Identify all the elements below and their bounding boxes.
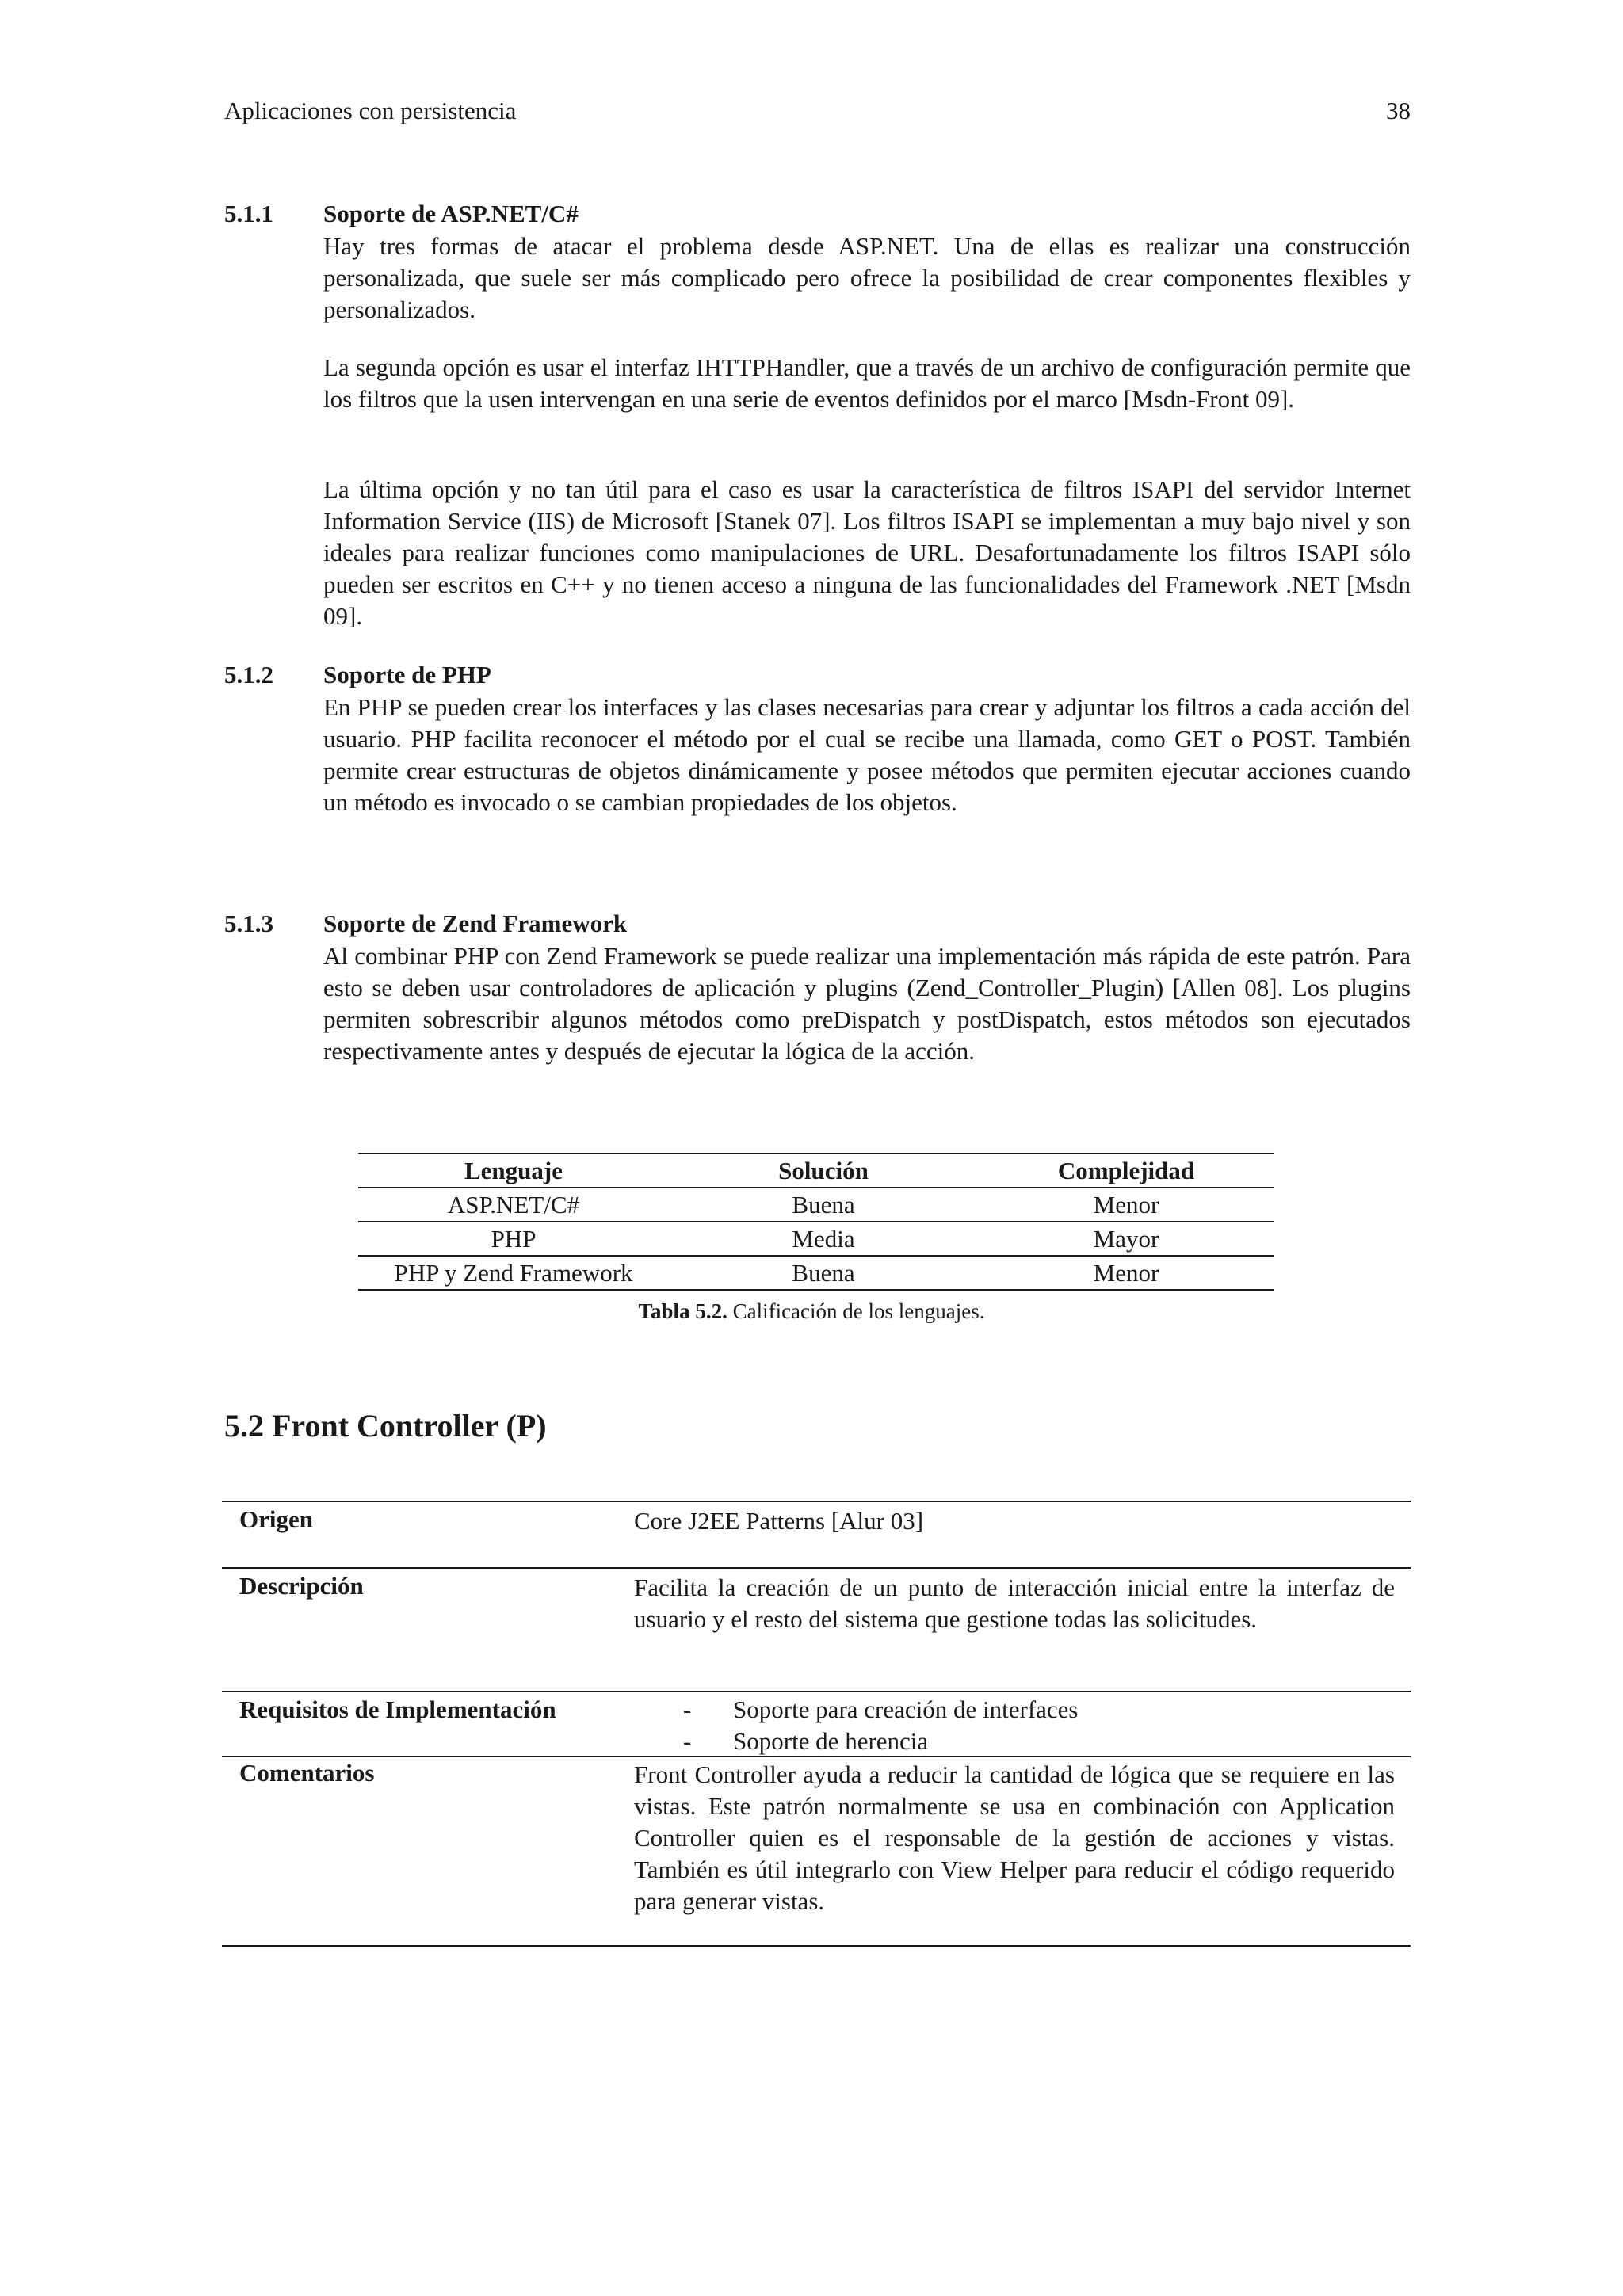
section-title: Soporte de Zend Framework (323, 910, 628, 937)
paragraph-php (323, 692, 1411, 818)
divider (222, 1567, 1411, 1569)
table-cell: PHP y Zend Framework (394, 1259, 633, 1287)
comentarios-label: Comentarios (239, 1759, 375, 1787)
paragraph-text: En PHP se pueden crear los interfaces y las clases necesarias para crear y adjuntar los filtros a cada acción del usuario. PHP facilita reconocer el método por el cual se recibe una llamada, como GET o POST. También permite crear estructuras de objetos dinámicamente y posee métodos que permiten ejecutar acciones cuando un método es invocado o se cambian propiedades de los objetos. (323, 693, 1411, 816)
origen-label: Origen (239, 1505, 313, 1533)
paragraph-isapi (323, 474, 1411, 632)
paragraph (323, 231, 1411, 326)
table-cell: ASP.NET/C# (447, 1191, 580, 1219)
table-row (358, 1188, 1274, 1222)
bullet: - (683, 1727, 692, 1755)
paragraph-text: La segunda opción es usar el interfaz IHTTPHandler, que a través de un archivo de configuración permite que los filtros que la usen intervengan en una serie de eventos definidos por el marco [Msdn-Front 09]. (323, 353, 1411, 413)
running-header-title: Aplicaciones con persistencia (224, 97, 517, 124)
paragraph-text: La última opción y no tan útil para el caso es usar la característica de filtros ISAPI del servidor Internet Information Service (IIS) de Microsoft [Stanek 07]. Los filtros ISAPI se implementan a muy bajo nivel y son ideales para realizar funciones como manipulaciones de URL. Desafortunadamente los filtros ISAPI sólo pueden ser escritos en C++ y no tienen acceso a ninguna de las funcionalidades del Framework .NET [Msdn 09]. (323, 475, 1411, 630)
languages-table (358, 1153, 1274, 1291)
page-number: 38 (1386, 97, 1411, 124)
table-caption (0, 1299, 1623, 1324)
table-cell: Buena (792, 1191, 855, 1219)
table-caption-label: Tabla 5.2. (638, 1299, 727, 1323)
requisito-item: Soporte de herencia (733, 1727, 929, 1755)
divider (222, 1756, 1411, 1757)
section-number: 5.1.3 (224, 910, 273, 937)
paragraph-ihttphandler (323, 352, 1411, 415)
bullet: - (683, 1695, 692, 1723)
section-title: Soporte de ASP.NET/C# (323, 200, 579, 227)
table-header-row (358, 1154, 1274, 1188)
table-cell: Buena (792, 1259, 855, 1287)
requisito-item: Soporte para creación de interfaces (733, 1695, 1079, 1723)
descripcion-value: Facilita la creación de un punto de interacción inicial entre la interfaz de usuario y el resto del sistema que gestione todas las solicitudes. (634, 1573, 1395, 1633)
divider (222, 1945, 1411, 1947)
table-row (358, 1256, 1274, 1290)
section-heading: 5.2 Front Controller (P) (224, 1408, 547, 1444)
column-header: Solución (778, 1157, 869, 1184)
table-cell: Menor (1093, 1259, 1159, 1287)
requisitos-label: Requisitos de Implementación (239, 1695, 556, 1723)
table-cell: Menor (1093, 1191, 1159, 1219)
paragraph-text: Hay tres formas de atacar el problema desde ASP.NET. Una de ellas es realizar una construcción personalizada, que suele ser más complicado pero ofrece la posibilidad de crear componentes flexibles y personalizados. (323, 232, 1411, 323)
comentarios-text: Front Controller ayuda a reducir la cantidad de lógica que se requiere en las vistas. Este patrón normalmente se usa en combinación con Application Controller quien es el responsable de la gestión de acciones y vistas. También es útil integrarlo con View Helper para reducir el código requerido para generar vistas. (634, 1760, 1395, 1915)
table-cell: Mayor (1093, 1225, 1159, 1253)
paragraph-text: Al combinar PHP con Zend Framework se puede realizar una implementación más rápida de este patrón. Para esto se deben usar controladores de aplicación y plugins (Zend_Controller_Plugin) [Allen 08]. Los plugins permiten sobrescribir algunos métodos como preDispatch y postDispatch, estos métodos son ejecutados respectivamente antes y después de ejecutar la lógica de la acción. (323, 942, 1411, 1065)
divider (222, 1691, 1411, 1692)
origen-value: Core J2EE Patterns [Alur 03] (634, 1507, 924, 1535)
table-row (358, 1222, 1274, 1256)
divider (222, 1501, 1411, 1502)
column-header: Lenguaje (464, 1157, 563, 1184)
comentarios-value (634, 1759, 1395, 1917)
descripcion-label: Descripción (239, 1572, 364, 1600)
table-cell: PHP (491, 1225, 537, 1253)
column-header: Complejidad (1057, 1157, 1195, 1184)
table-caption-text: Calificación de los lenguajes. (732, 1299, 985, 1323)
section-number: 5.1.1 (224, 200, 273, 227)
paragraph-zend (323, 940, 1411, 1067)
section-title: Soporte de PHP (323, 661, 491, 688)
table-cell: Media (792, 1225, 855, 1253)
section-number: 5.1.2 (224, 661, 273, 688)
